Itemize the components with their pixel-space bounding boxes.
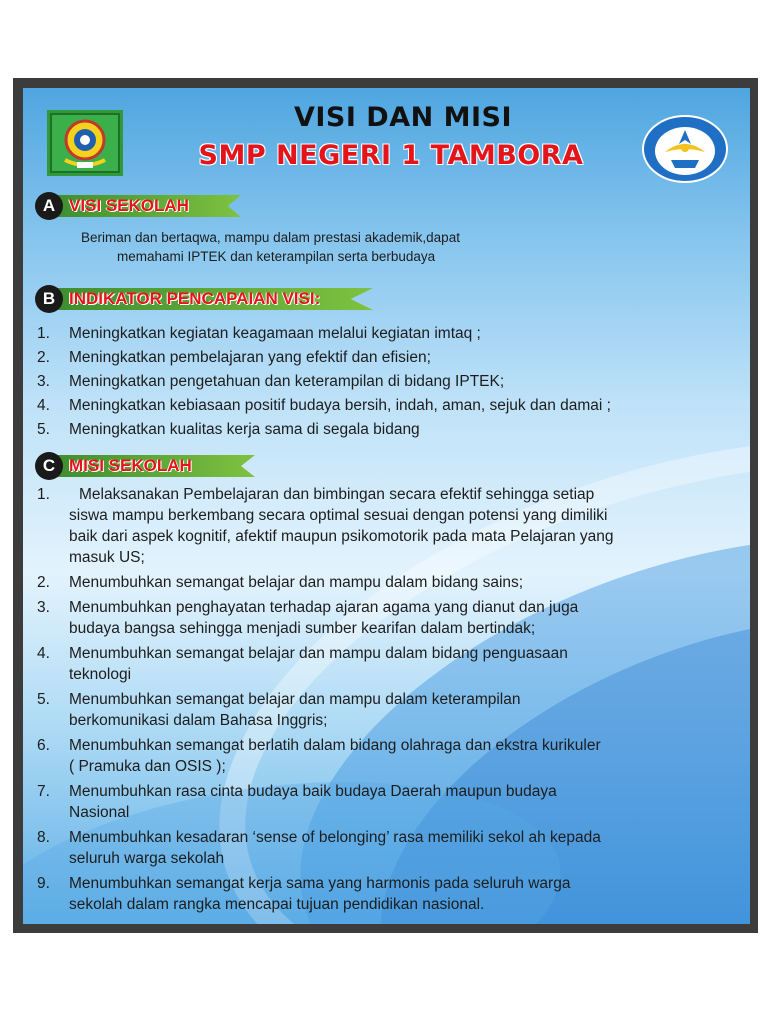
list-item: 5. Meningkatkan kualitas kerja sama di segala bidang [37,421,420,438]
school-name: SMP NEGERI 1 TAMBORA [198,140,584,171]
section-a-label: VISI SEKOLAH [69,196,189,215]
section-a-header [35,192,245,220]
list-item: 7. Menumbuhkan rasa cinta budaya baik budaya Daerah maupun budaya Nasional [37,783,557,821]
section-letter-badge: C [35,452,63,480]
list-item: 2. Meningkatkan pembelajaran yang efektif dan efisien; [37,349,431,366]
misi-list [37,484,747,919]
list-item: 9. Menumbuhkan semangat kerja sama yang harmonis pada seluruh warga sekolah dalam rangka mencapai tujuan pendidikan nasional. [37,875,571,913]
list-item: 3. Menumbuhkan penghayatan terhadap ajaran agama yang dianut dan juga budaya bangsa sehingga menjadi sumber kearifan dalam bertindak; [37,599,579,637]
list-item: 4. Meningkatkan kebiasaan positif budaya bersih, indah, aman, sejuk dan damai ; [37,397,611,414]
list-item: 2. Menumbuhkan semangat belajar dan mampu dalam bidang sains; [37,574,524,591]
section-c-label: MISI SEKOLAH [69,456,192,475]
page-title: VISI DAN MISI [293,102,513,133]
section-c-header [35,452,259,480]
list-item: 1. Meningkatkan kegiatan keagamaan melalui kegiatan imtaq ; [37,325,481,342]
list-item: 3. Meningkatkan pengetahuan dan keterampilan di bidang IPTEK; [37,373,505,390]
list-item: 8. Menumbuhkan kesadaran ‘sense of belonging’ rasa memiliki sekol ah kepada seluruh warga sekolah [37,829,601,867]
section-b-header [35,285,375,313]
regional-emblem-icon [47,110,123,176]
section-b-label: INDIKATOR PENCAPAIAN VISI: [69,289,321,308]
list-item: 6. Menumbuhkan semangat berlatih dalam bidang olahraga dan ekstra kurikuler ( Pramuka dan OSIS ); [37,737,601,775]
list-item: 4. Menumbuhkan semangat belajar dan mampu dalam bidang penguasaan teknologi [37,645,568,683]
list-item: 1. Melaksanakan Pembelajaran dan bimbingan secara efektif sehingga setiap siswa mampu berkembang secara optimal sesuai dengan potensi yang dimiliki baik dari aspek kognitif, afektif maupun psikomotorik pada mata Pelajaran yang masuk US; [37,486,614,566]
indicator-list [37,322,611,442]
poster [23,88,750,924]
list-item: 5. Menumbuhkan semangat belajar dan mampu dalam keterampilan berkomunikasi dalam Bahasa Inggris; [37,691,521,729]
section-letter-badge: A [35,192,63,220]
tut-wuri-handayani-icon [641,114,729,184]
section-letter-badge: B [35,285,63,313]
visi-text: Beriman dan bertaqwa, mampu dalam prestasi akademik,dapat memahami IPTEK dan keterampilan serta berbudaya [81,230,460,264]
